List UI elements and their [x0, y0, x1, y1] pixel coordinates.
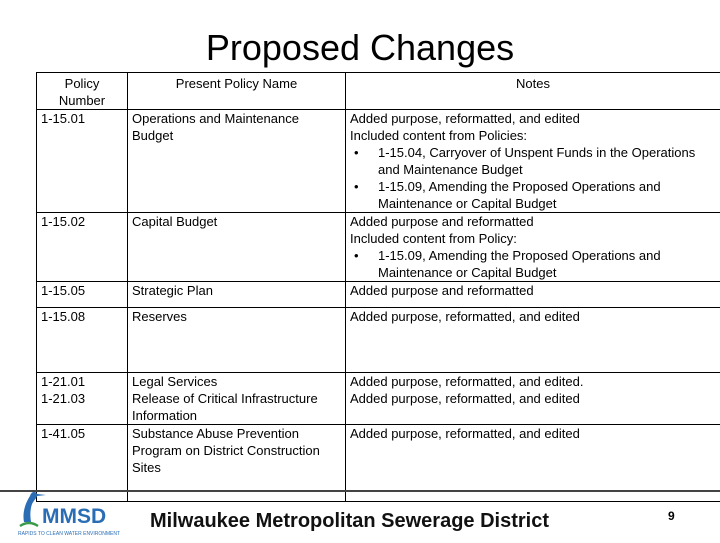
notes-cell: [346, 213, 720, 282]
header-policy-name: Present Policy Name: [128, 73, 346, 110]
policy-number-line: 1-21.01: [41, 373, 123, 390]
policy-name-cell: Strategic Plan: [128, 282, 346, 308]
table-row: [37, 282, 720, 308]
table-row: [37, 308, 720, 373]
notes-line: Added purpose, reformatted, and edited: [350, 110, 716, 127]
policy-number-cell: [37, 373, 128, 425]
footer: [0, 490, 720, 542]
notes-cell: [346, 110, 720, 213]
notes-cell: [346, 373, 720, 425]
policy-table: [36, 72, 720, 502]
heron-icon: [16, 482, 126, 538]
logo-text: MMSD: [42, 505, 106, 528]
policy-number-cell: 1-15.08: [37, 308, 128, 373]
policy-name-cell: Substance Abuse Prevention Program on District Construction Sites: [128, 425, 346, 502]
bullet-list: [350, 247, 716, 281]
policy-name-line: Legal Services: [132, 373, 341, 390]
table-header-row: [37, 73, 720, 110]
bullet-item: • 1-15.09, Amending the Proposed Operations and Maintenance or Capital Budget: [378, 247, 716, 281]
notes-cell: Added purpose and reformatted: [346, 282, 720, 308]
policy-number-cell: 1-41.05: [37, 425, 128, 502]
notes-line: Added purpose, reformatted, and edited: [350, 390, 716, 407]
policy-number-line: 1-21.03: [41, 390, 123, 407]
notes-cell: Added purpose, reformatted, and edited: [346, 425, 720, 502]
notes-line: Included content from Policy:: [350, 230, 716, 247]
policy-name-cell: Operations and Maintenance Budget: [128, 110, 346, 213]
policy-name-cell: Capital Budget: [128, 213, 346, 282]
bullet-item: • 1-15.09, Amending the Proposed Operations and Maintenance or Capital Budget: [378, 178, 716, 212]
bullet-list: [350, 144, 716, 212]
page-title: Proposed Changes: [0, 26, 720, 70]
page-number: 9: [668, 509, 675, 523]
notes-line: Added purpose, reformatted, and edited.: [350, 373, 716, 390]
logo-tagline: RAPIDS TO CLEAN WATER ENVIRONMENT: [18, 531, 120, 537]
policy-name-cell: [128, 373, 346, 425]
mmsd-logo: [16, 482, 126, 538]
header-notes: Notes: [346, 73, 720, 110]
table-row: [37, 110, 720, 213]
header-policy-number: Policy Number: [37, 73, 128, 110]
policy-number-cell: 1-15.01: [37, 110, 128, 213]
policy-number-cell: 1-15.02: [37, 213, 128, 282]
notes-cell: Added purpose, reformatted, and edited: [346, 308, 720, 373]
policy-name-cell: Reserves: [128, 308, 346, 373]
district-name: Milwaukee Metropolitan Sewerage District: [150, 510, 549, 533]
table-row: [37, 373, 720, 425]
policy-name-line: Release of Critical Infrastructure Information: [132, 390, 341, 424]
notes-line: Included content from Policies:: [350, 127, 716, 144]
bullet-item: • 1-15.04, Carryover of Unspent Funds in the Operations and Maintenance Budget: [378, 144, 716, 178]
table-row: [37, 213, 720, 282]
notes-line: Added purpose and reformatted: [350, 213, 716, 230]
policy-number-cell: 1-15.05: [37, 282, 128, 308]
